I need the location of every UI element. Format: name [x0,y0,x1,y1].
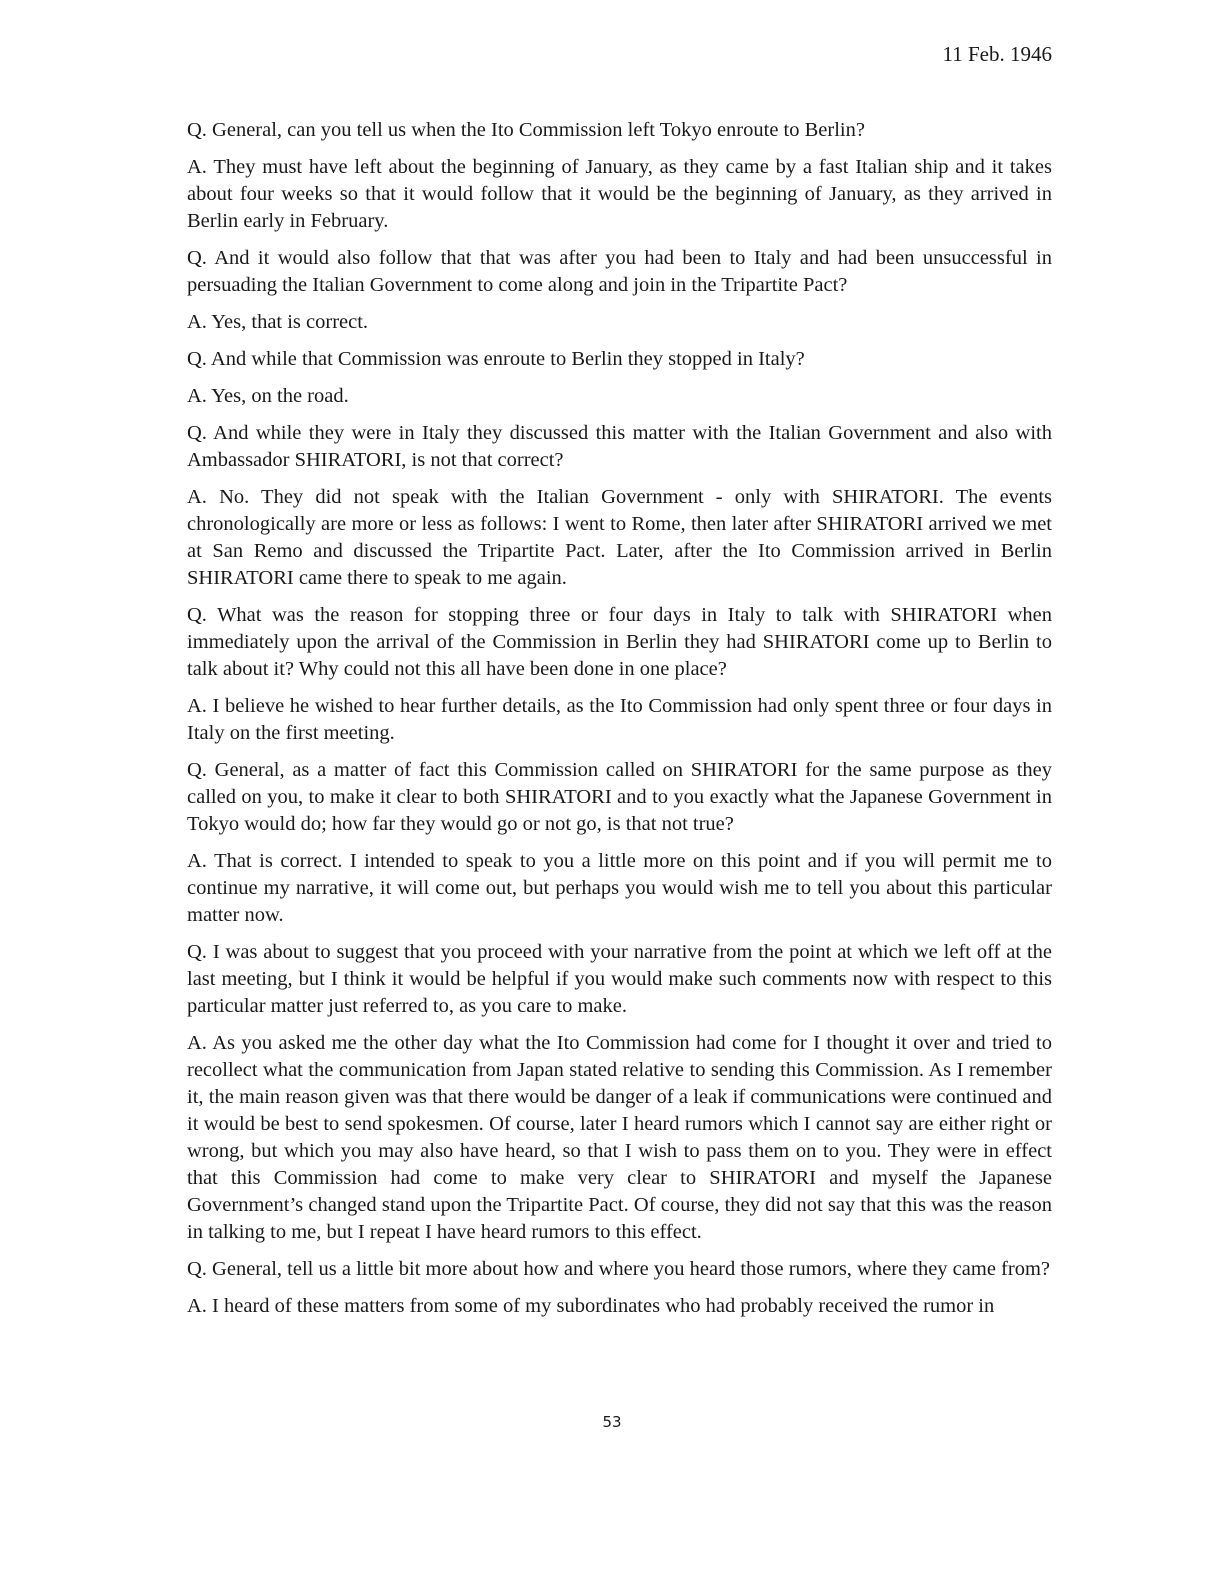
transcript-paragraph: Q. General, as a matter of fact this Commission called on SHIRATORI for the same purpose as they called on you, to make it clear to both SHIRATORI and to you exactly what the Japanese Government in Tokyo would do; how far they would go or not go, is that not true? [187,759,1052,835]
transcript-paragraph: A. No. They did not speak with the Italian Government - only with SHIRATORI. The events chronologically are more or less as follows: I went to Rome, then later after SHIRATORI arrived we met at San Remo and discussed the Tripartite Pact. Later, after the Ito Commission arrived in Berlin SHIRATORI came there to speak to me again. [187,486,1052,589]
transcript-paragraph: A. I heard of these matters from some of my subordinates who had probably received the rumor in [187,1295,995,1317]
transcript-paragraph: Q. I was about to suggest that you proceed with your narrative from the point at which we left off at the last meeting, but I think it would be helpful if you would make such comments now with respect to this particular matter just referred to, as you care to make. [187,941,1052,1017]
transcript-paragraph: Q. And while that Commission was enroute to Berlin they stopped in Italy? [187,348,805,370]
transcript-body [187,117,1052,1330]
transcript-paragraph: A. That is correct. I intended to speak to you a little more on this point and if you will permit me to continue my narrative, it will come out, but perhaps you would wish me to tell you about this particular matter now. [187,850,1052,926]
header-date: 11 Feb. 1946 [942,42,1052,66]
transcript-paragraph: Q. And while they were in Italy they discussed this matter with the Italian Government and also with Ambassador SHIRATORI, is not that correct? [187,422,1052,471]
transcript-paragraph: A. Yes, on the road. [187,385,349,407]
transcript-paragraph: A. I believe he wished to hear further details, as the Ito Commission had only spent three or four days in Italy on the first meeting. [187,695,1052,744]
transcript-paragraph: A. Yes, that is correct. [187,311,369,333]
transcript-paragraph: A. They must have left about the beginning of January, as they came by a fast Italian ship and it takes about four weeks so that it would follow that it would be the beginning of January, as they arrived in Berlin early in February. [187,156,1052,232]
transcript-paragraph: Q. What was the reason for stopping three or four days in Italy to talk with SHIRATORI when immediately upon the arrival of the Commission in Berlin they had SHIRATORI come up to Berlin to talk about it? Why could not this all have been done in one place? [187,604,1052,680]
transcript-paragraph: Q. General, can you tell us when the Ito Commission left Tokyo enroute to Berlin? [187,119,865,141]
transcript-paragraph: A. As you asked me the other day what the Ito Commission had come for I thought it over and tried to recollect what the communication from Japan stated relative to sending this Commission. As I remember it, the main reason given was that there would be danger of a leak if communications were continued and it would be best to send spokesmen. Of course, later I heard rumors which I cannot say are either right or wrong, but which you may also have heard, so that I wish to pass them on to you. They were in effect that this Commission had come to make very clear to SHIRATORI and myself the Japanese Government’s changed stand upon the Tripartite Pact. Of course, they did not say that this was the reason in talking to me, but I repeat I have heard rumors to this effect. [187,1032,1052,1243]
page-number: 53 [602,1413,622,1431]
transcript-paragraph: Q. And it would also follow that that was after you had been to Italy and had been unsuccessful in persuading the Italian Government to come along and join in the Tripartite Pact? [187,247,1052,296]
transcript-paragraph: Q. General, tell us a little bit more about how and where you heard those rumors, where they came from? [187,1258,1050,1280]
